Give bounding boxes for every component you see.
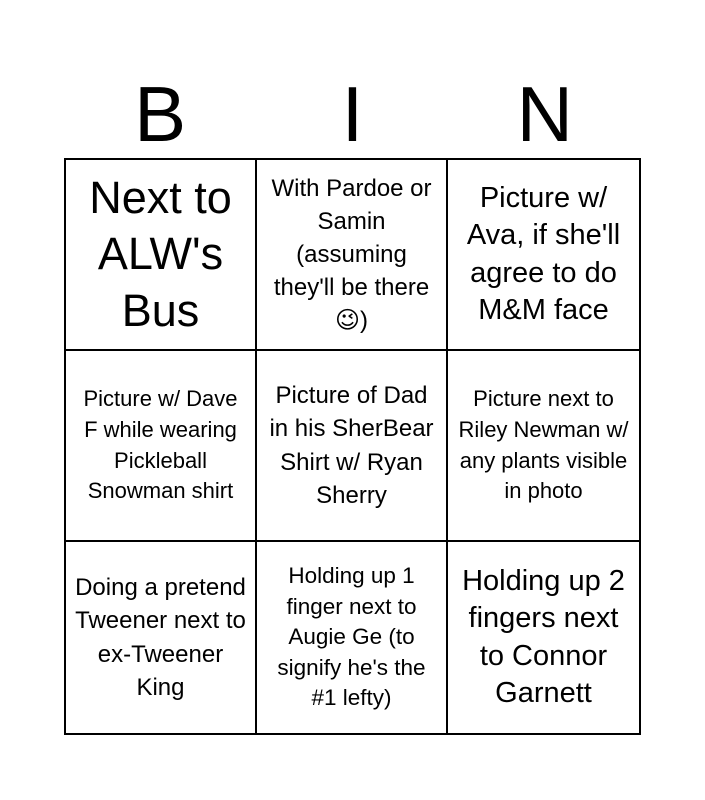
header-letter-n: N — [516, 70, 573, 158]
bingo-cell-r3c1[interactable]: Doing a pretend Tweener next to ex-Tweener King — [66, 542, 257, 733]
header-letter-i: I — [341, 70, 364, 158]
bingo-cell-r1c1[interactable]: Next to ALW's Bus — [66, 160, 257, 351]
bingo-cell-r1c2[interactable]: With Pardoe or Samin (assuming they'll be there 😉) — [257, 160, 448, 351]
bingo-cell-r2c3[interactable]: Picture next to Riley Newman w/ any plants visible in photo — [448, 351, 639, 542]
bingo-cell-r1c3[interactable]: Picture w/ Ava, if she'll agree to do M&M face — [448, 160, 639, 351]
header-letter-b: B — [134, 70, 187, 158]
bingo-header — [64, 70, 641, 158]
bingo-cell-r2c1[interactable]: Picture w/ Dave F while wearing Pickleball Snowman shirt — [66, 351, 257, 542]
bingo-cell-r3c3[interactable]: Holding up 2 fingers next to Connor Garnett — [462, 565, 625, 709]
bingo-cell-r2c2[interactable]: Picture of Dad in his SherBear Shirt w/ Ryan Sherry — [257, 351, 448, 542]
bingo-card-grid — [64, 158, 641, 735]
bingo-cell-r3c2[interactable]: Holding up 1 finger next to Augie Ge (to signify he's the #1 lefty) — [257, 542, 448, 733]
